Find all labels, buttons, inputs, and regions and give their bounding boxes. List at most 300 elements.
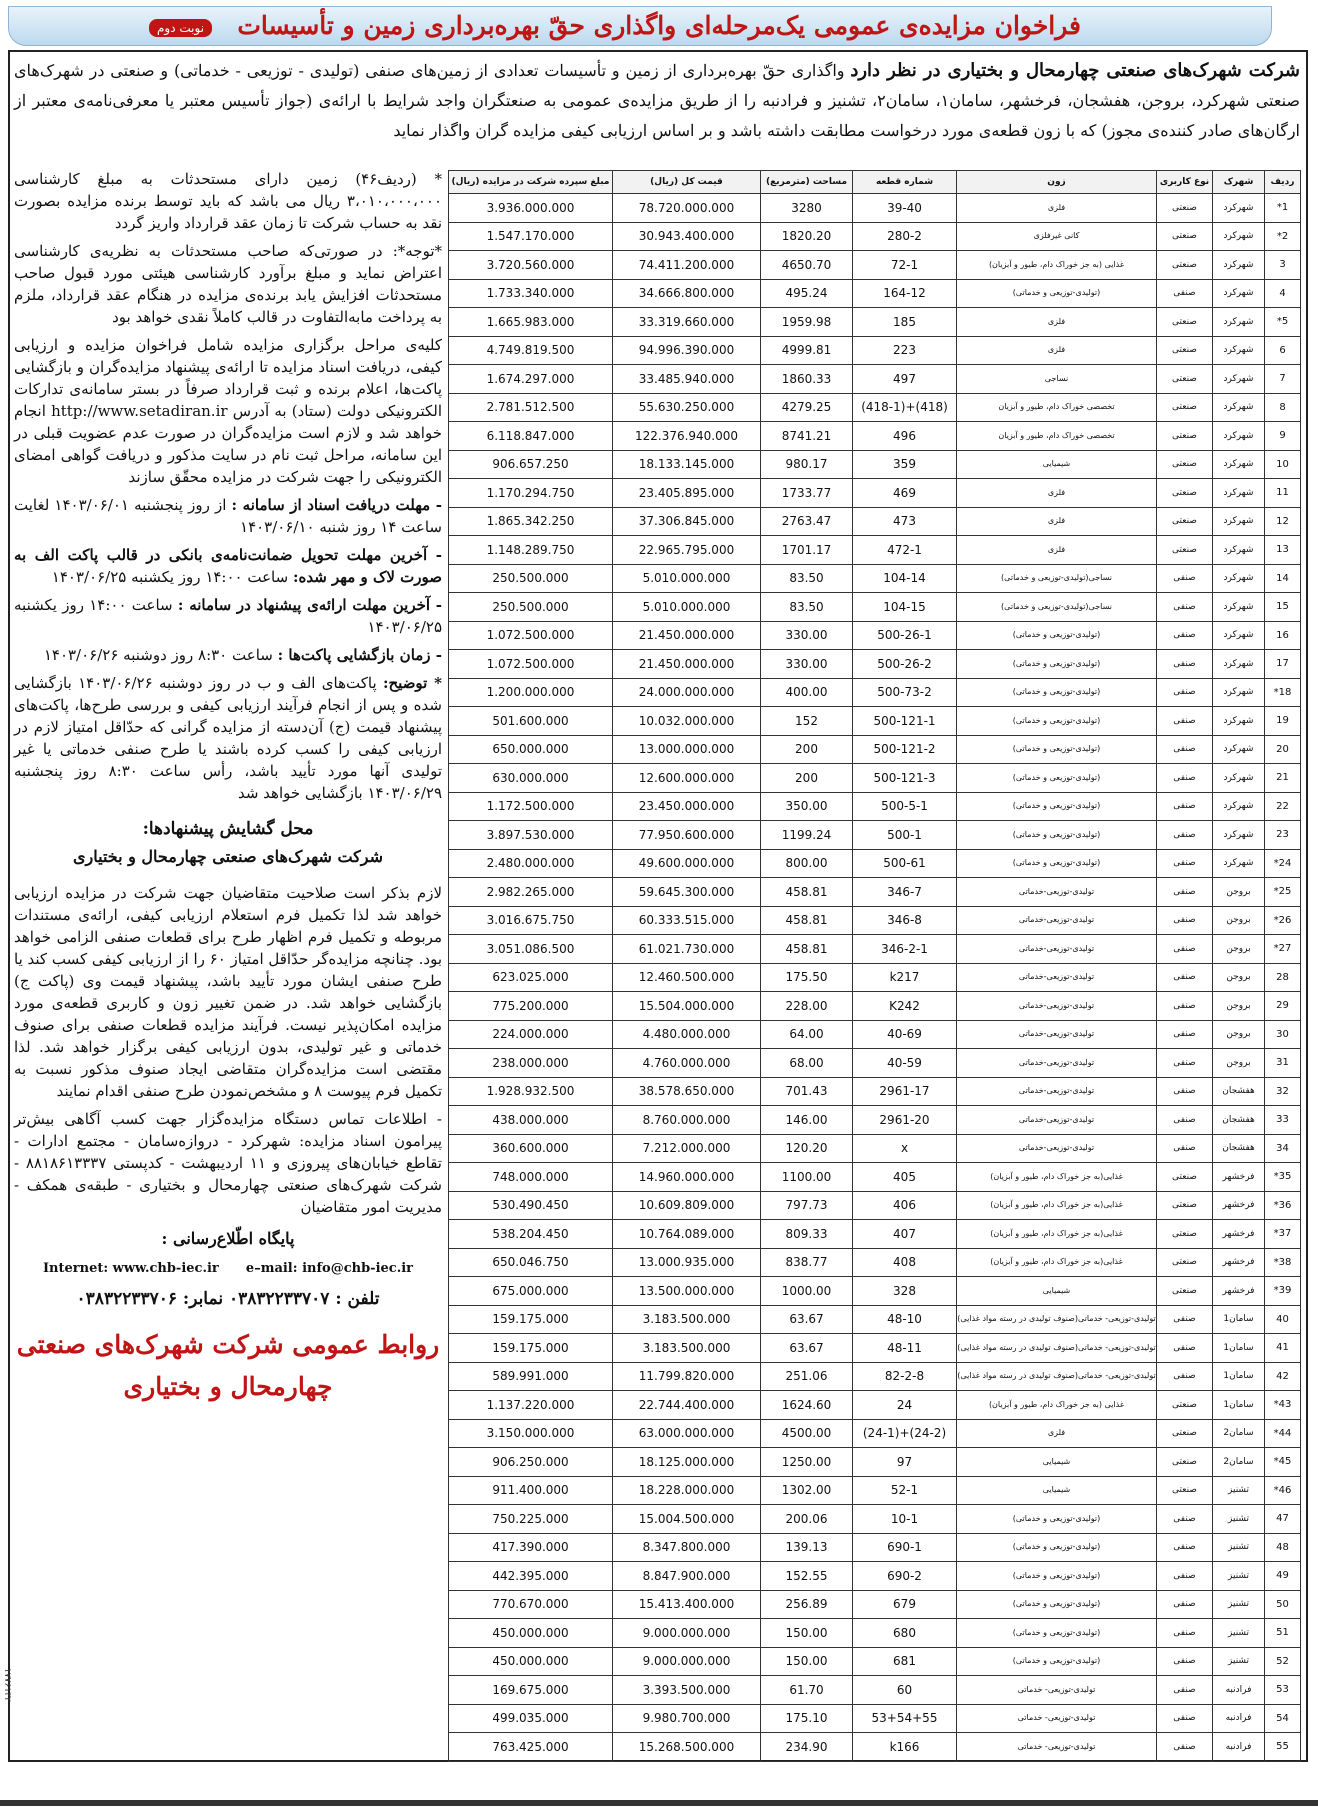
total-price-cell: 3.183.500.000 xyxy=(613,1305,761,1334)
total-price-cell: 21.450.000.000 xyxy=(613,650,761,679)
row-number-cell: 52 xyxy=(1265,1647,1301,1676)
total-price-cell: 3.393.500.000 xyxy=(613,1676,761,1705)
usage-type-cell: صنفی xyxy=(1157,1647,1213,1676)
area-cell: 120.20 xyxy=(761,1134,853,1163)
zone-cell: کانی غیرفلزی xyxy=(957,222,1157,251)
deadline-documents xyxy=(14,494,442,538)
column-header: شماره قطعه xyxy=(853,171,957,194)
zone-cell: تولیدی-توزیعی-خدماتی xyxy=(957,1077,1157,1106)
town-cell: شهرکرد xyxy=(1213,336,1265,365)
town-cell: شهرکرد xyxy=(1213,621,1265,650)
zone-cell: (تولیدی-توزیعی و خدماتی) xyxy=(957,279,1157,308)
area-cell: 61.70 xyxy=(761,1676,853,1705)
total-price-cell: 23.450.000.000 xyxy=(613,792,761,821)
total-price-cell: 7.212.000.000 xyxy=(613,1134,761,1163)
usage-type-cell: صنعتی xyxy=(1157,222,1213,251)
total-price-cell: 59.645.300.000 xyxy=(613,878,761,907)
row-number-cell: 14 xyxy=(1265,564,1301,593)
column-header: نوع کاربری xyxy=(1157,171,1213,194)
town-cell: تشنیز xyxy=(1213,1619,1265,1648)
usage-type-cell: صنعتی xyxy=(1157,336,1213,365)
column-header: مساحت (مترمربع) xyxy=(761,171,853,194)
table-row xyxy=(449,251,1301,280)
row-number-cell: 31 xyxy=(1265,1049,1301,1078)
zone-cell: شیمیایی xyxy=(957,1448,1157,1477)
area-cell: 330.00 xyxy=(761,621,853,650)
table-row xyxy=(449,1676,1301,1705)
area-cell: 146.00 xyxy=(761,1106,853,1135)
deadline-proposal-text: ساعت ۱۴:۰۰ روز یکشنبه ۱۴۰۳/۰۶/۲۵ xyxy=(14,596,442,636)
town-cell: سامان1 xyxy=(1213,1305,1265,1334)
row-number-cell: 38* xyxy=(1265,1248,1301,1277)
zone-cell: فلزی xyxy=(957,336,1157,365)
plot-number-cell: 52-1 xyxy=(853,1476,957,1505)
total-price-cell: 15.504.000.000 xyxy=(613,992,761,1021)
plot-number-cell: 407 xyxy=(853,1220,957,1249)
total-price-cell: 4.760.000.000 xyxy=(613,1049,761,1078)
table-row xyxy=(449,906,1301,935)
info-title: پایگاه اطّلاع‌رسانی : xyxy=(161,1229,295,1248)
plot-number-cell: 346-8 xyxy=(853,906,957,935)
deposit-cell: 530.490.450 xyxy=(449,1191,613,1220)
usage-type-cell: صنفی xyxy=(1157,621,1213,650)
usage-type-cell: صنفی xyxy=(1157,1049,1213,1078)
table-row xyxy=(449,1334,1301,1363)
usage-type-cell: صنفی xyxy=(1157,963,1213,992)
total-price-cell: 22.744.400.000 xyxy=(613,1391,761,1420)
row-number-cell: 42 xyxy=(1265,1362,1301,1391)
plot-number-cell: k166 xyxy=(853,1733,957,1762)
usage-type-cell: صنفی xyxy=(1157,792,1213,821)
zone-cell: (تولیدی-توزیعی و خدماتی) xyxy=(957,821,1157,850)
deposit-cell: 2.480.000.000 xyxy=(449,849,613,878)
intro-lead: شرکت شهرک‌های صنعتی چهارمحال و بختیاری در نظر دارد xyxy=(850,60,1300,81)
area-cell: 1959.98 xyxy=(761,308,853,337)
zone-cell: غذایی (به جز خوراک دام، طیور و آبزیان) xyxy=(957,251,1157,280)
area-cell: 234.90 xyxy=(761,1733,853,1762)
table-row xyxy=(449,1106,1301,1135)
row-number-cell: 28 xyxy=(1265,963,1301,992)
usage-type-cell: صنعتی xyxy=(1157,479,1213,508)
plot-number-cell: (24-1)+(24-2) xyxy=(853,1419,957,1448)
deposit-cell: 501.600.000 xyxy=(449,707,613,736)
total-price-cell: 12.600.000.000 xyxy=(613,764,761,793)
area-cell: 175.50 xyxy=(761,963,853,992)
total-price-cell: 33.485.940.000 xyxy=(613,365,761,394)
table-row xyxy=(449,878,1301,907)
row-number-cell: 10 xyxy=(1265,450,1301,479)
area-cell: 152.55 xyxy=(761,1562,853,1591)
row-number-cell: 55 xyxy=(1265,1733,1301,1762)
area-cell: 1199.24 xyxy=(761,821,853,850)
area-cell: 4650.70 xyxy=(761,251,853,280)
usage-type-cell: صنفی xyxy=(1157,650,1213,679)
explanation-label: * توضیح: xyxy=(382,674,442,692)
row-number-cell: 25* xyxy=(1265,878,1301,907)
total-price-cell: 15.004.500.000 xyxy=(613,1505,761,1534)
plot-number-cell: k217 xyxy=(853,963,957,992)
area-cell: 838.77 xyxy=(761,1248,853,1277)
table-row xyxy=(449,821,1301,850)
total-price-cell: 11.799.820.000 xyxy=(613,1362,761,1391)
zone-cell: تولیدی-توزیعی-خدماتی xyxy=(957,1134,1157,1163)
town-cell: سامان1 xyxy=(1213,1391,1265,1420)
area-cell: 4500.00 xyxy=(761,1419,853,1448)
plot-number-cell: 500-5-1 xyxy=(853,792,957,821)
row-number-cell: 8 xyxy=(1265,393,1301,422)
deposit-cell: 499.035.000 xyxy=(449,1704,613,1733)
town-cell: بروجن xyxy=(1213,906,1265,935)
zone-cell: فلزی xyxy=(957,308,1157,337)
usage-type-cell: صنعتی xyxy=(1157,308,1213,337)
note-qualification: لازم بذکر است صلاحیت متقاضیان جهت شرکت در مزایده ارزیابی خواهد شد لذا تکمیل فرم استعلام ارزیابی کیفی، ارائه‌ی مستندات مربوطه و تکمیل فرم اظهار طرح برای قطعات صنفی الزامی خواهد بود. چنانچه مزایده‌گر حدّاقل امتیاز ۶۰ را از ارزیابی کیفی کسب کند یا طرح صنفی ایشان مورد تأیید باشد، پیشنهاد قیمت وی (پاکت ج) بازگشایی خواهد شد. در ضمن تغییر زون و کاربری قطعه‌ی مورد مزایده امکان‌پذیر نیست. فرآیند مزایده قطعات صنفی برای صنوف خدماتی و غیر تولیدی، بدون ارزیابی کیفی برگزار خواهد شد. لذا مقتضی است مزایده‌گران متقاضی ایجاد صنوف مذکور نسبت به تکمیل فرم پیوست ۸ و مشخص‌نمودن طرح صنفی اقدام نمایند xyxy=(14,884,443,1100)
town-cell: شهرکرد xyxy=(1213,564,1265,593)
total-price-cell: 78.720.000.000 xyxy=(613,194,761,223)
deposit-cell: 775.200.000 xyxy=(449,992,613,1021)
row-number-cell: 40 xyxy=(1265,1305,1301,1334)
town-cell: تشنیز xyxy=(1213,1533,1265,1562)
area-cell: 175.10 xyxy=(761,1704,853,1733)
total-price-cell: 18.133.145.000 xyxy=(613,450,761,479)
plot-number-cell: 500-121-3 xyxy=(853,764,957,793)
town-cell: هفشجان xyxy=(1213,1134,1265,1163)
row-number-cell: 35* xyxy=(1265,1163,1301,1192)
area-cell: 4999.81 xyxy=(761,336,853,365)
area-cell: 400.00 xyxy=(761,678,853,707)
table-row xyxy=(449,1533,1301,1562)
total-price-cell: 15.413.400.000 xyxy=(613,1590,761,1619)
plot-number-cell: 473 xyxy=(853,507,957,536)
town-cell: بروجن xyxy=(1213,878,1265,907)
deposit-cell: 675.000.000 xyxy=(449,1277,613,1306)
plot-number-cell: 24 xyxy=(853,1391,957,1420)
bottom-rule xyxy=(0,1800,1318,1806)
plot-number-cell: 681 xyxy=(853,1647,957,1676)
area-cell: 200 xyxy=(761,735,853,764)
area-cell: 63.67 xyxy=(761,1334,853,1363)
plots-table xyxy=(448,170,1301,1762)
plot-number-cell: 328 xyxy=(853,1277,957,1306)
usage-type-cell: صنفی xyxy=(1157,764,1213,793)
plot-number-cell: 104-14 xyxy=(853,564,957,593)
table-row xyxy=(449,935,1301,964)
area-cell: 152 xyxy=(761,707,853,736)
plot-number-cell: 500-26-2 xyxy=(853,650,957,679)
row-number-cell: 53 xyxy=(1265,1676,1301,1705)
plot-number-cell: 104-15 xyxy=(853,593,957,622)
row-number-cell: 41 xyxy=(1265,1334,1301,1363)
town-cell: تشنیز xyxy=(1213,1562,1265,1591)
area-cell: 1250.00 xyxy=(761,1448,853,1477)
town-cell: تشنیز xyxy=(1213,1647,1265,1676)
zone-cell: (تولیدی-توزیعی و خدماتی) xyxy=(957,1505,1157,1534)
area-cell: 1733.77 xyxy=(761,479,853,508)
deposit-cell: 770.670.000 xyxy=(449,1590,613,1619)
total-price-cell: 77.950.600.000 xyxy=(613,821,761,850)
deposit-cell: 1.928.932.500 xyxy=(449,1077,613,1106)
table-row xyxy=(449,1619,1301,1648)
area-cell: 139.13 xyxy=(761,1533,853,1562)
deadline-guarantee-text: ساعت ۱۴:۰۰ روز یکشنبه ۱۴۰۳/۰۶/۲۵ xyxy=(51,568,289,586)
column-header: ردیف xyxy=(1265,171,1301,194)
area-cell: 256.89 xyxy=(761,1590,853,1619)
table-row xyxy=(449,1362,1301,1391)
deposit-cell: 763.425.000 xyxy=(449,1733,613,1762)
deposit-cell: 3.897.530.000 xyxy=(449,821,613,850)
deposit-cell: 3.936.000.000 xyxy=(449,194,613,223)
usage-type-cell: صنفی xyxy=(1157,1134,1213,1163)
usage-type-cell: صنعتی xyxy=(1157,1476,1213,1505)
plot-number-cell: 10-1 xyxy=(853,1505,957,1534)
total-price-cell: 61.021.730.000 xyxy=(613,935,761,964)
intro-text: واگذاری حقّ بهره‌برداری از زمین و تأسیسات تعدادی از زمین‌های صنفی (تولیدی - توزیعی - خدماتی) و صنعتی در شهرک‌های صنعتی شهرکرد، بروجن، هفشجان، فرخشهر، سامان۱، سامان۲، تشنیز و فرادنبه را از طریق مزایده‌ی عمومی به صنعتگران واجد شرایط با ارائه‌ی (جواز تأسیس معتبر یا معرفی‌نامه‌ی معتبر از ارگان‌های صادر کننده‌ی مجوز) که با زون قطعه‌ی مورد درخواست مطابقت داشته باشد و بر اساس ارزیابی کیفی مزایده گران واگذار نماید xyxy=(14,61,1300,140)
total-price-cell: 23.405.895.000 xyxy=(613,479,761,508)
zone-cell: نساجی xyxy=(957,365,1157,394)
deposit-cell: 3.016.675.750 xyxy=(449,906,613,935)
zone-cell: تولیدی-توزیعی-خدماتی xyxy=(957,906,1157,935)
table-row xyxy=(449,849,1301,878)
table-row xyxy=(449,1191,1301,1220)
deposit-cell: 906.657.250 xyxy=(449,450,613,479)
town-cell: فرخشهر xyxy=(1213,1191,1265,1220)
row-number-cell: 47 xyxy=(1265,1505,1301,1534)
plot-number-cell: 500-1 xyxy=(853,821,957,850)
row-number-cell: 22 xyxy=(1265,792,1301,821)
column-header: قیمت کل (ریال) xyxy=(613,171,761,194)
total-price-cell: 10.609.809.000 xyxy=(613,1191,761,1220)
table-row xyxy=(449,1419,1301,1448)
area-cell: 330.00 xyxy=(761,650,853,679)
table-row xyxy=(449,279,1301,308)
usage-type-cell: صنفی xyxy=(1157,1334,1213,1363)
total-price-cell: 21.450.000.000 xyxy=(613,621,761,650)
row-number-cell: 44* xyxy=(1265,1419,1301,1448)
table-row xyxy=(449,1248,1301,1277)
row-number-cell: 18* xyxy=(1265,678,1301,707)
contact-line xyxy=(14,1258,442,1280)
row-number-cell: 49 xyxy=(1265,1562,1301,1591)
usage-type-cell: صنعتی xyxy=(1157,393,1213,422)
town-cell: شهرکرد xyxy=(1213,365,1265,394)
usage-type-cell: صنعتی xyxy=(1157,1419,1213,1448)
zone-cell: تولیدی-توزیعی- خدماتی xyxy=(957,1704,1157,1733)
plot-number-cell: 280-2 xyxy=(853,222,957,251)
row-number-cell: 4 xyxy=(1265,279,1301,308)
table-row xyxy=(449,1391,1301,1420)
deposit-cell: 169.675.000 xyxy=(449,1676,613,1705)
plot-number-cell: 72-1 xyxy=(853,251,957,280)
row-number-cell: 30 xyxy=(1265,1020,1301,1049)
area-cell: 200.06 xyxy=(761,1505,853,1534)
deposit-cell: 1.172.500.000 xyxy=(449,792,613,821)
total-price-cell: 38.578.650.000 xyxy=(613,1077,761,1106)
deposit-cell: 238.000.000 xyxy=(449,1049,613,1078)
area-cell: 4279.25 xyxy=(761,393,853,422)
row-number-cell: 21 xyxy=(1265,764,1301,793)
deposit-cell: 2.982.265.000 xyxy=(449,878,613,907)
zone-cell: تولیدی-توزیعی-خدماتی xyxy=(957,935,1157,964)
row-number-cell: 50 xyxy=(1265,1590,1301,1619)
town-cell: فرخشهر xyxy=(1213,1248,1265,1277)
town-cell: شهرکرد xyxy=(1213,735,1265,764)
usage-type-cell: صنفی xyxy=(1157,1704,1213,1733)
usage-type-cell: صنفی xyxy=(1157,1305,1213,1334)
town-cell: شهرکرد xyxy=(1213,393,1265,422)
usage-type-cell: صنعتی xyxy=(1157,422,1213,451)
row-number-cell: 3 xyxy=(1265,251,1301,280)
internet-address: Internet: www.chb-iec.ir xyxy=(42,1261,219,1276)
deposit-cell: 3.150.000.000 xyxy=(449,1419,613,1448)
deadline-documents-label: - مهلت دریافت اسناد از سامانه : xyxy=(231,496,442,514)
town-cell: شهرکرد xyxy=(1213,536,1265,565)
row-number-cell: 2* xyxy=(1265,222,1301,251)
zone-cell: تولیدی-توزیعی-خدماتی xyxy=(957,992,1157,1021)
zone-cell: تولیدی-توزیعی-خدماتی xyxy=(957,1020,1157,1049)
plot-number-cell: 500-121-1 xyxy=(853,707,957,736)
opening-time-text: ساعت ۸:۳۰ روز دوشنبه ۱۴۰۳/۰۶/۲۶ xyxy=(43,646,273,664)
public-relations-line2: چهارمحال و بختیاری xyxy=(123,1372,333,1401)
total-price-cell: 18.228.000.000 xyxy=(613,1476,761,1505)
deposit-cell: 750.225.000 xyxy=(449,1505,613,1534)
plot-number-cell: 500-61 xyxy=(853,849,957,878)
table-row xyxy=(449,1077,1301,1106)
usage-type-cell: صنفی xyxy=(1157,878,1213,907)
zone-cell: فلزی xyxy=(957,536,1157,565)
plot-number-cell: 406 xyxy=(853,1191,957,1220)
usage-type-cell: صنفی xyxy=(1157,1362,1213,1391)
area-cell: 800.00 xyxy=(761,849,853,878)
town-cell: شهرکرد xyxy=(1213,650,1265,679)
deposit-cell: 3.051.086.500 xyxy=(449,935,613,964)
zone-cell: غذایی (به جز خوراک دام، طیور و آبزیان) xyxy=(957,1391,1157,1420)
total-price-cell: 37.306.845.000 xyxy=(613,507,761,536)
plot-number-cell: 2961-17 xyxy=(853,1077,957,1106)
zone-cell: نساجی(تولیدی-توزیعی و خدماتی) xyxy=(957,564,1157,593)
zone-cell: تولیدی-توزیعی-خدماتی xyxy=(957,1049,1157,1078)
row-number-cell: 5* xyxy=(1265,308,1301,337)
usage-type-cell: صنفی xyxy=(1157,279,1213,308)
deadline-guarantee xyxy=(14,544,442,588)
zone-cell: تولیدی-توزیعی-خدماتی xyxy=(957,878,1157,907)
table-row xyxy=(449,194,1301,223)
zone-cell: تولیدی-توزیعی- خدماتی(صنوف تولیدی در رسته مواد غذایی) xyxy=(957,1305,1157,1334)
deposit-cell: 360.600.000 xyxy=(449,1134,613,1163)
deposit-cell: 224.000.000 xyxy=(449,1020,613,1049)
area-cell: 458.81 xyxy=(761,906,853,935)
plot-number-cell: 680 xyxy=(853,1619,957,1648)
plot-number-cell: 2961-20 xyxy=(853,1106,957,1135)
town-cell: شهرکرد xyxy=(1213,194,1265,223)
zone-cell: تولیدی-توزیعی-خدماتی xyxy=(957,963,1157,992)
plot-number-cell: 405 xyxy=(853,1163,957,1192)
row-number-cell: 37* xyxy=(1265,1220,1301,1249)
deposit-cell: 748.000.000 xyxy=(449,1163,613,1192)
plot-number-cell: 497 xyxy=(853,365,957,394)
table-row xyxy=(449,1134,1301,1163)
deadline-proposal-label: - آخرین مهلت ارائه‌ی پیشنهاد در سامانه : xyxy=(177,596,442,614)
table-row xyxy=(449,536,1301,565)
deposit-cell: 250.500.000 xyxy=(449,593,613,622)
town-cell: شهرکرد xyxy=(1213,849,1265,878)
table-row xyxy=(449,735,1301,764)
table-row xyxy=(449,365,1301,394)
row-number-cell: 32 xyxy=(1265,1077,1301,1106)
deposit-cell: 1.733.340.000 xyxy=(449,279,613,308)
zone-cell: تولیدی-توزیعی- خدماتی(صنوف تولیدی در رسته مواد غذایی) xyxy=(957,1362,1157,1391)
area-cell: 701.43 xyxy=(761,1077,853,1106)
town-cell: بروجن xyxy=(1213,963,1265,992)
area-cell: 495.24 xyxy=(761,279,853,308)
area-cell: 2763.47 xyxy=(761,507,853,536)
plot-number-cell: 690-1 xyxy=(853,1533,957,1562)
total-price-cell: 10.764.089.000 xyxy=(613,1220,761,1249)
area-cell: 1860.33 xyxy=(761,365,853,394)
usage-type-cell: صنعتی xyxy=(1157,507,1213,536)
plot-number-cell: x xyxy=(853,1134,957,1163)
table-row xyxy=(449,593,1301,622)
table-row xyxy=(449,450,1301,479)
total-price-cell: 8.760.000.000 xyxy=(613,1106,761,1135)
usage-type-cell: صنفی xyxy=(1157,821,1213,850)
deposit-cell: 438.000.000 xyxy=(449,1106,613,1135)
table-row xyxy=(449,1049,1301,1078)
town-cell: فرخشهر xyxy=(1213,1277,1265,1306)
usage-type-cell: صنفی xyxy=(1157,707,1213,736)
table-row xyxy=(449,308,1301,337)
zone-cell: شیمیایی xyxy=(957,1277,1157,1306)
plot-number-cell: 690-2 xyxy=(853,1562,957,1591)
area-cell: 200 xyxy=(761,764,853,793)
row-number-cell: 26* xyxy=(1265,906,1301,935)
table-row xyxy=(449,678,1301,707)
town-cell: شهرکرد xyxy=(1213,422,1265,451)
zone-cell: تولیدی-توزیعی-خدماتی xyxy=(957,1106,1157,1135)
row-number-cell: 16 xyxy=(1265,621,1301,650)
total-price-cell: 9.980.700.000 xyxy=(613,1704,761,1733)
row-number-cell: 9 xyxy=(1265,422,1301,451)
usage-type-cell: صنفی xyxy=(1157,593,1213,622)
town-cell: بروجن xyxy=(1213,1049,1265,1078)
total-price-cell: 22.965.795.000 xyxy=(613,536,761,565)
usage-type-cell: صنفی xyxy=(1157,1077,1213,1106)
total-price-cell: 60.333.515.000 xyxy=(613,906,761,935)
total-price-cell: 5.010.000.000 xyxy=(613,593,761,622)
town-cell: شهرکرد xyxy=(1213,764,1265,793)
zone-cell: نساجی(تولیدی-توزیعی و خدماتی) xyxy=(957,593,1157,622)
zone-cell: تولیدی-توزیعی- خدماتی xyxy=(957,1676,1157,1705)
row-number-cell: 48 xyxy=(1265,1533,1301,1562)
total-price-cell: 3.183.500.000 xyxy=(613,1334,761,1363)
town-cell: فرادنبه xyxy=(1213,1733,1265,1762)
plot-number-cell: 408 xyxy=(853,1248,957,1277)
zone-cell: فلزی xyxy=(957,194,1157,223)
row-number-cell: 6 xyxy=(1265,336,1301,365)
row-number-cell: 24* xyxy=(1265,849,1301,878)
deposit-cell: 442.395.000 xyxy=(449,1562,613,1591)
usage-type-cell: صنفی xyxy=(1157,1562,1213,1591)
total-price-cell: 63.000.000.000 xyxy=(613,1419,761,1448)
area-cell: 1701.17 xyxy=(761,536,853,565)
town-cell: شهرکرد xyxy=(1213,308,1265,337)
plot-number-cell: 223 xyxy=(853,336,957,365)
total-price-cell: 8.847.900.000 xyxy=(613,1562,761,1591)
row-number-cell: 29 xyxy=(1265,992,1301,1021)
zone-cell: (تولیدی-توزیعی و خدماتی) xyxy=(957,1533,1157,1562)
area-cell: 83.50 xyxy=(761,564,853,593)
usage-type-cell: صنعتی xyxy=(1157,1220,1213,1249)
plot-number-cell: 39-40 xyxy=(853,194,957,223)
usage-type-cell: صنفی xyxy=(1157,735,1213,764)
